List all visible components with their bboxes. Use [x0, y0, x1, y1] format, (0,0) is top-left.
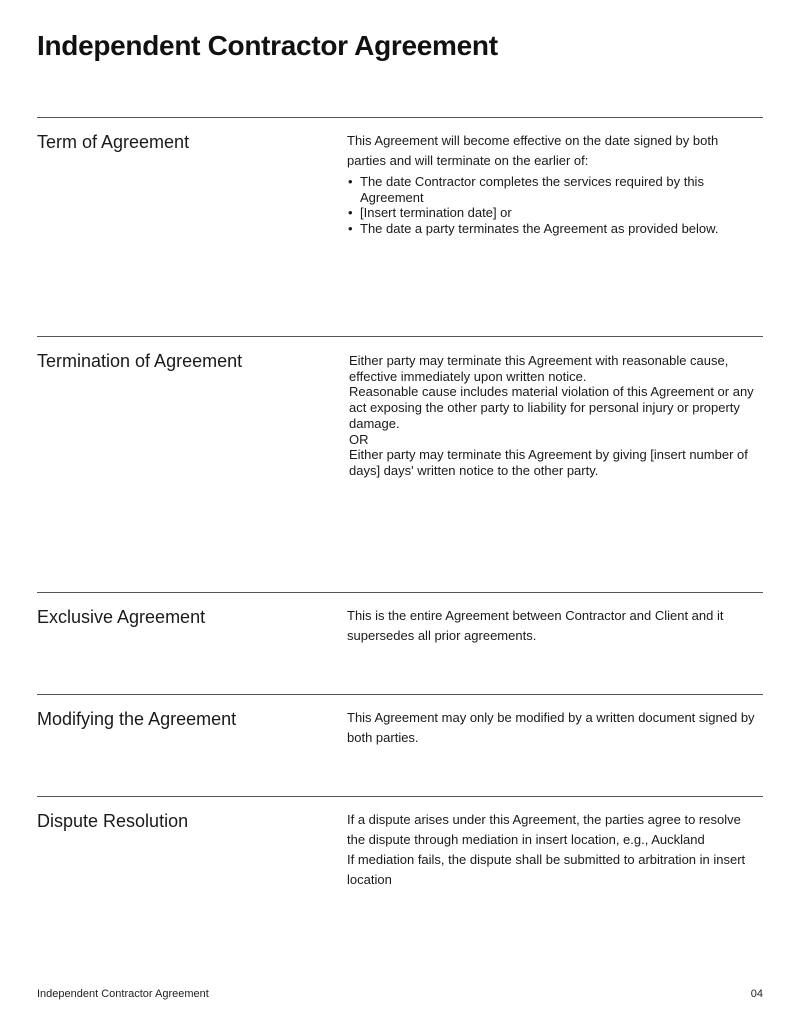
section-dispute-resolution [37, 796, 763, 967]
section-paragraph: If mediation fails, the dispute shall be submitted to arbitration in insert location [347, 852, 746, 887]
section-paragraph: This Agreement will become effective on the date signed by both parties and will terminate on the earlier of: [347, 133, 719, 168]
list-item: • The date Contractor completes the services required by this Agreement [348, 174, 704, 205]
section-body [347, 606, 759, 646]
section-heading: Modifying the Agreement [37, 709, 237, 729]
footer-document-title: Independent Contractor Agreement [37, 988, 209, 1000]
section-termination-of-agreement [37, 336, 763, 593]
page-title: Independent Contractor Agreement [37, 30, 498, 61]
section-paragraph: Either party may terminate this Agreement with reasonable cause, effective immediately upon written notice. [349, 353, 729, 384]
section-paragraph: If a dispute arises under this Agreement, the parties agree to resolve the dispute through mediation in insert location, e.g., Auckland [347, 812, 741, 847]
bullet-icon: • [348, 174, 353, 189]
section-body [349, 353, 761, 479]
section-paragraph: OR [349, 431, 369, 447]
list-item: • [Insert termination date] or [348, 205, 512, 221]
section-paragraph: This Agreement may only be modified by a written document signed by both parties. [347, 710, 755, 745]
bullet-icon: • [348, 205, 353, 221]
section-heading: Dispute Resolution [37, 811, 189, 831]
section-modifying-the-agreement [37, 694, 763, 797]
section-paragraph: This is the entire Agreement between Contractor and Client and it supersedes all prior agreements. [347, 608, 724, 643]
section-body [347, 810, 759, 890]
section-paragraph: Reasonable cause includes material violation of this Agreement or any act exposing the other party to liability for personal injury or property damage. [349, 384, 754, 431]
section-exclusive-agreement [37, 592, 763, 695]
footer-page-number: 04 [750, 988, 763, 1000]
bullet-icon: • [348, 221, 353, 237]
section-body [347, 708, 759, 748]
section-heading: Termination of Agreement [37, 351, 243, 371]
section-term-of-agreement [37, 117, 763, 337]
section-heading: Exclusive Agreement [37, 607, 206, 627]
bullet-list [347, 174, 759, 237]
section-paragraph: Either party may terminate this Agreement by giving [insert number of days] days' written notice to the other party. [349, 447, 748, 478]
section-body [347, 131, 759, 237]
section-heading: Term of Agreement [37, 132, 190, 152]
list-item: • The date a party terminates the Agreement as provided below. [348, 221, 719, 237]
